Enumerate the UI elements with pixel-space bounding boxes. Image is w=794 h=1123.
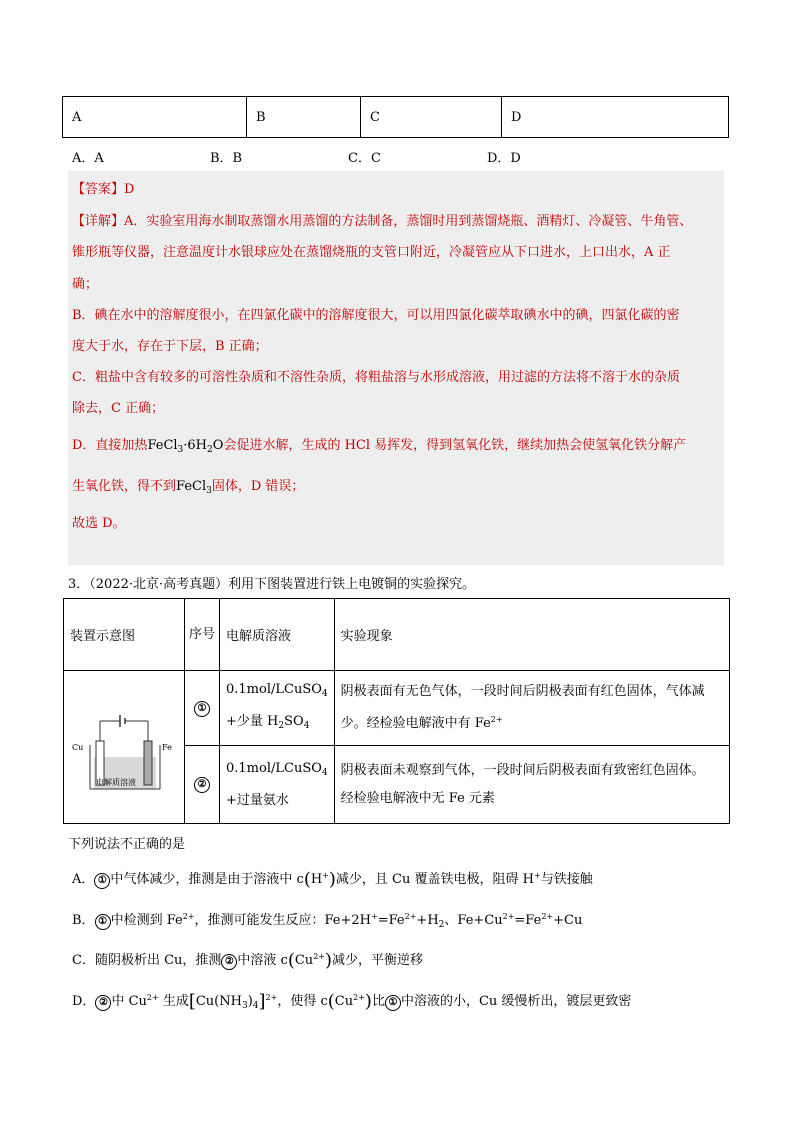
row-1-sol-a: 0.1mol/LCuSO <box>226 682 322 697</box>
answer-value: D <box>124 182 135 197</box>
table-cell-b: B <box>247 97 361 138</box>
row-1-sol-a-sub: 4 <box>321 689 328 699</box>
choice-c[interactable] <box>72 949 423 971</box>
choice-c-text-3: 减少，平衡逆移 <box>332 953 424 968</box>
detail-line-2: 锥形瓶等仪器，注意温度计水银球应处在蒸馏烧瓶的支管口附近，冷凝管应从下口进水，上口出水，A 正 <box>72 245 671 260</box>
label-cu: Cu <box>72 743 84 752</box>
row-2-sol-a-sub: 4 <box>321 767 328 778</box>
label-electrolyte: 电解质溶液 <box>96 778 136 787</box>
formula-c-cu: $(Cu^{2+})$ <box>287 950 333 971</box>
circled-2-ref: ② <box>221 954 237 970</box>
table-cell-d: D <box>502 97 729 138</box>
question-3-stem: 3．（2022·北京·高考真题）利用下图装置进行铁上电镀铜的实验探究。 <box>68 577 476 592</box>
row-2-num <box>185 746 220 824</box>
circled-2-ref-d: ② <box>95 995 111 1011</box>
choice-a[interactable] <box>72 868 593 890</box>
row-2-sol-a: 0.1mol/LCuSO <box>226 760 322 776</box>
choice-d-text-2: 生成 <box>158 994 189 1009</box>
option-a: A．A <box>72 151 104 166</box>
formula-c-h: (H+) <box>303 869 336 890</box>
answer-line <box>72 178 134 197</box>
option-d: D．D <box>487 151 521 166</box>
detail-line-4: B．碘在水中的溶解度很小，在四氯化碳中的溶解度很大，可以用四氯化碳萃取碘水中的碘，四氯化碳的密 <box>72 308 680 323</box>
apparatus-cell <box>64 671 185 824</box>
choice-a-text-1: 中气体减少，推测是由于溶液中 c <box>110 872 304 887</box>
choice-d[interactable] <box>72 990 631 1012</box>
choice-a-text-2: 减少，且 Cu 覆盖铁电极，阻碍 H <box>335 872 534 887</box>
answer-label: 【答案】 <box>72 182 125 197</box>
detail-line-6: C．粗盐中含有较多的可溶性杂质和不溶性杂质，将粗盐溶与水形成溶液，用过滤的方法将不溶于水的杂质 <box>72 370 680 385</box>
detail-text-8b: 会促进水解，生成的 HCl 易挥发，得到氢氧化铁，继续加热会使氢氧化铁分解产 <box>223 438 687 453</box>
row-2-observation <box>334 746 729 824</box>
header-observation: 实验现象 <box>334 599 729 671</box>
circled-2: ② <box>194 777 210 793</box>
choice-b-rxn-3: 、Fe+Cu <box>444 913 503 928</box>
detail-text-1: A．实验室用海水制取蒸馏水用蒸馏的方法制备，蒸馏时用到蒸馏烧瓶、酒精灯、冷凝管、牛角管、 <box>124 214 693 229</box>
h-plus-sup: + <box>533 871 541 880</box>
row-2-sol-b: +过量氨水 <box>226 792 289 808</box>
choice-c-text-2: 中溶液 c <box>237 953 288 968</box>
choice-b-rxn-4: =Fe <box>514 913 542 928</box>
row-2-obs-a: 阴极表面未观察到气体，一段时间后阴极表面有致密红色固体。 <box>340 762 705 778</box>
detail-line-3: 确； <box>72 277 99 292</box>
detail-label: 【详解】 <box>72 214 125 229</box>
circled-1: ① <box>194 701 210 717</box>
header-num: 序号 <box>185 599 220 671</box>
row-1-sol-b: +少量 H <box>226 714 279 729</box>
row-1-observation <box>334 671 729 746</box>
circled-1-ref-d: ① <box>385 995 401 1011</box>
row-1-sol-b-sub2: 4 <box>303 721 310 731</box>
question-prompt: 下列说法不正确的是 <box>68 837 186 852</box>
fe2-sup-2: 2+ <box>404 912 417 921</box>
fe2-sup: 2+ <box>182 912 195 921</box>
h-sup: + <box>371 912 378 921</box>
choice-a-letter: A． <box>72 872 95 887</box>
option-b: B．B <box>210 151 243 166</box>
formula-fecl3-6h2o: $FeCl_3\cdot 6H_2O$ <box>147 438 224 455</box>
cu2-sup-d: 2+ <box>146 993 159 1002</box>
experiment-table <box>63 598 730 824</box>
row-1-sol-b-rest: SO <box>284 714 304 729</box>
detail-line-10: 故选 D。 <box>72 516 126 531</box>
choice-b[interactable] <box>72 909 582 930</box>
detail-text-9a: 生氧化铁，得不到 <box>72 479 177 494</box>
choice-d-letter: D． <box>72 994 96 1009</box>
header-solution: 电解质溶液 <box>220 599 335 671</box>
choice-b-text-1: 中检测到 Fe <box>110 913 183 928</box>
detail-text-9b: 固体，D 错误； <box>211 479 305 494</box>
formula-complex: $[Cu(NH_3)_4]^{2+}$ <box>188 991 278 1012</box>
header-diagram: 装置示意图 <box>64 599 185 671</box>
circled-1-ref: ① <box>94 873 110 889</box>
options-table <box>62 96 729 138</box>
label-fe: Fe <box>162 743 172 752</box>
row-2-solution <box>220 746 335 824</box>
choice-b-rxn-5: +Cu <box>553 913 583 928</box>
row-2-obs-b: 经检验电解液中无 Fe 元素 <box>340 790 495 806</box>
detail-line-8 <box>72 434 686 455</box>
choice-d-text-4: 比 <box>371 994 385 1009</box>
choice-c-text-1: C．随阴极析出 Cu，推测 <box>72 953 222 968</box>
row-1-sol-b-sub: 2 <box>278 721 285 731</box>
row-1-num <box>185 671 220 746</box>
detail-text-8a: D．直接加热 <box>72 438 148 453</box>
detail-line-9 <box>72 475 304 496</box>
row-1-obs-a: 阴极表面有无色气体，一段时间后阴极表面有红色固体，气体减 <box>340 684 705 699</box>
formula-fecl3: FeCl$_3$ <box>176 479 212 496</box>
detail-line-7: 除去，C 正确； <box>72 401 165 416</box>
row-1-obs-sup: 2+ <box>490 715 503 724</box>
fe2-sup-3: 2+ <box>541 912 554 921</box>
choice-b-text-2: ，推测可能发生反应：Fe+2H <box>194 913 372 928</box>
option-c: C．C <box>348 151 381 166</box>
row-1-solution <box>220 671 335 746</box>
row-1-obs-b: 少。经检验电解液中有 Fe <box>340 716 491 731</box>
formula-c-cu-d: $(Cu^{2+})$ <box>327 991 372 1012</box>
detail-line-5: 度大于水，存在于下层，B 正确； <box>72 339 268 354</box>
choice-b-rxn-2: +H <box>416 913 439 928</box>
top-options <box>72 147 521 166</box>
circled-1-ref-b: ① <box>95 914 111 930</box>
table-cell-a: A <box>63 97 247 138</box>
detail-line-1 <box>72 210 692 229</box>
choice-b-letter: B． <box>72 913 95 928</box>
choice-d-text-1: 中 Cu <box>111 994 147 1009</box>
choice-d-text-3: ，使得 c <box>277 994 328 1009</box>
choice-d-text-5: 中溶液的小，Cu 缓慢析出，镀层更致密 <box>400 994 632 1009</box>
table-cell-c: C <box>361 97 502 138</box>
choice-b-rxn-1: =Fe <box>377 913 405 928</box>
h2-sub: 2 <box>438 920 445 930</box>
cu2-sup: 2+ <box>502 912 515 921</box>
choice-a-text-3: 与铁接触 <box>540 872 593 887</box>
